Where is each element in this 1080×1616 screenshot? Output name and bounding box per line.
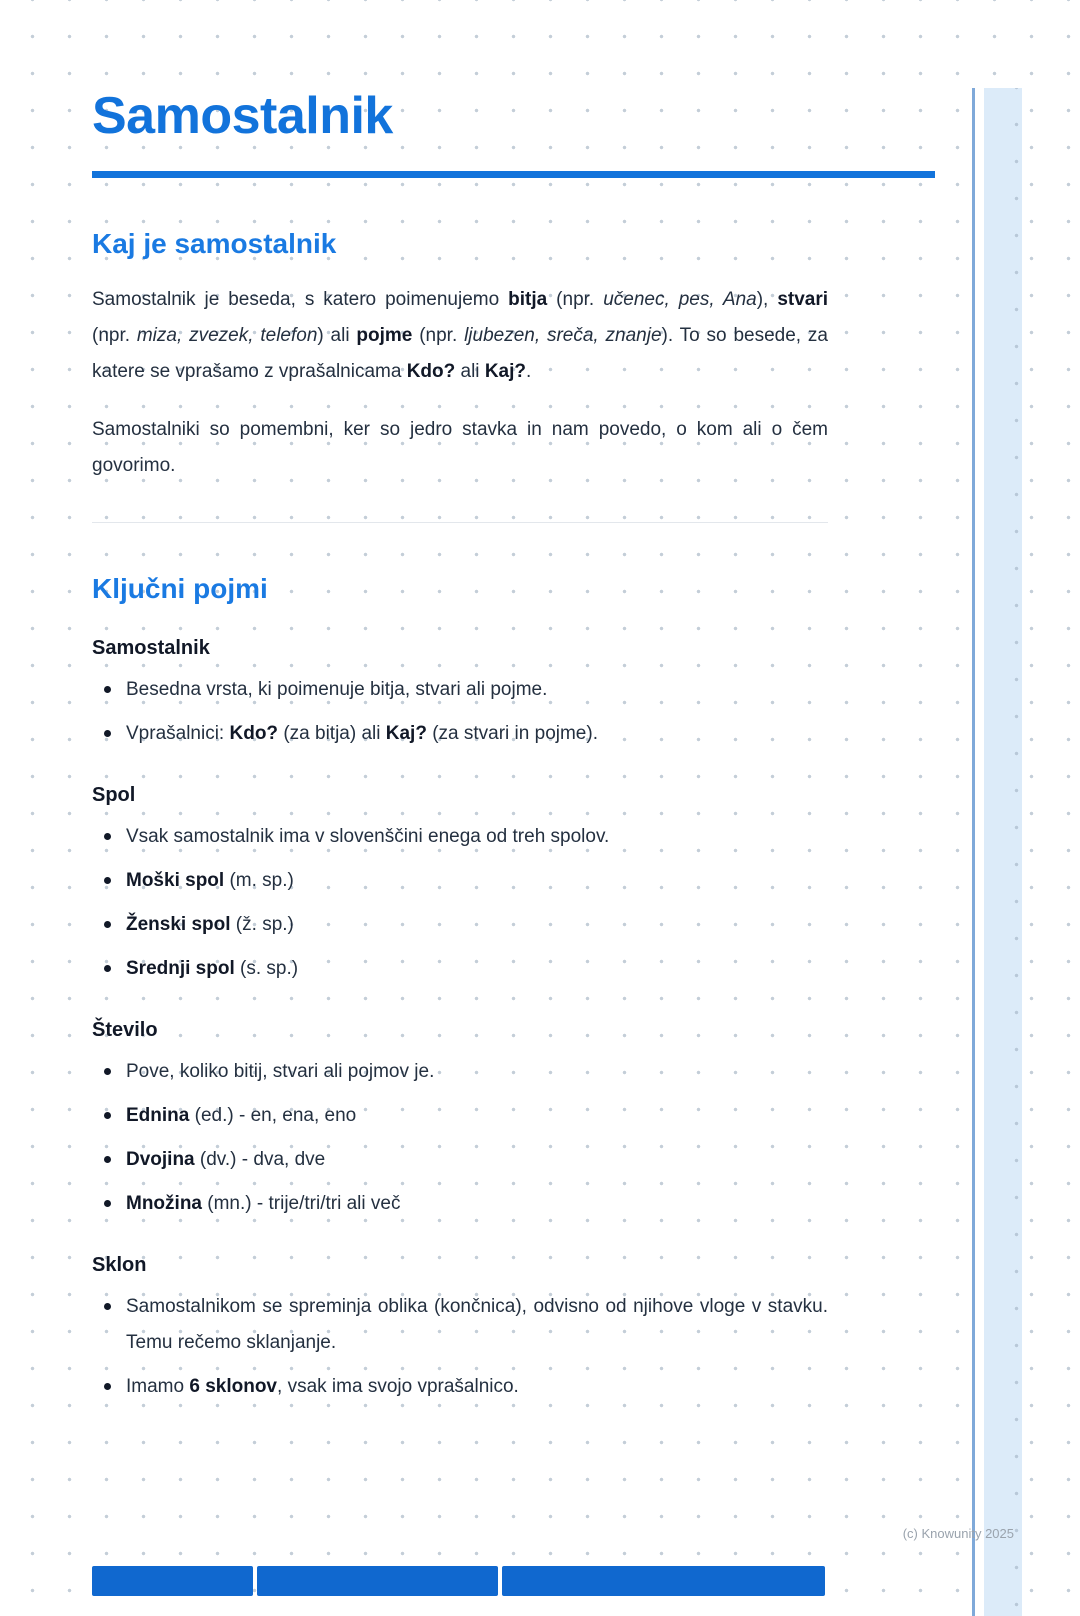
right-accent-stripe	[984, 88, 1022, 1616]
bottom-bar	[92, 1566, 825, 1596]
list-item: Moški spol (m. sp.)	[92, 863, 828, 899]
group-title-spol: Spol	[92, 784, 136, 807]
list-item: Besedna vrsta, ki poimenuje bitja, stvari ali pojme.	[92, 672, 828, 708]
bottom-bar-segment	[502, 1566, 825, 1596]
list-item: Srednji spol (s. sp.)	[92, 951, 828, 987]
list-item: Dvojina (dv.) - dva, dve	[92, 1142, 828, 1178]
bullet-list-spol	[92, 819, 828, 987]
list-item: Vsak samostalnik ima v slovenščini enega od treh spolov.	[92, 819, 828, 855]
list-item: Ženski spol (ž. sp.)	[92, 907, 828, 943]
list-item: Vprašalnici: Kdo? (za bitja) ali Kaj? (za stvari in pojme).	[92, 716, 828, 752]
intro-paragraph-2: Samostalniki so pomembni, ker so jedro stavka in nam povedo, o kom ali o čem govorimo.	[92, 419, 828, 477]
section-heading-intro: Kaj je samostalnik	[92, 228, 337, 260]
group-title-samostalnik: Samostalnik	[92, 637, 210, 660]
group-title-stevilo: Število	[92, 1019, 158, 1042]
bottom-bar-segment	[92, 1566, 253, 1596]
list-item: Množina (mn.) - trije/tri/tri ali več	[92, 1186, 828, 1222]
right-accent-line	[972, 88, 975, 1616]
bullet-list-sklon	[92, 1289, 828, 1405]
section-heading-concepts: Ključni pojmi	[92, 573, 268, 605]
document-content	[92, 88, 828, 1405]
section-divider	[92, 522, 828, 523]
bullet-list-samostalnik	[92, 672, 828, 752]
document-page	[0, 88, 1080, 1616]
list-item: Samostalnikom se spreminja oblika (končnica), odvisno od njihove vloge v stavku. Temu rečemo sklanjanje.	[92, 1289, 828, 1361]
intro-paragraph-1: Samostalnik je beseda, s katero poimenujemo bitja (npr. učenec, pes, Ana), stvari (npr. miza, zvezek, telefon) ali pojme (npr. ljubezen, sreča, znanje). To so besede, za katere se vprašamo z vprašalnicama Kdo? ali Kaj?.	[92, 289, 829, 383]
group-title-sklon: Sklon	[92, 1254, 147, 1277]
page-title: Samostalnik	[92, 87, 393, 145]
list-item: Ednina (ed.) - en, ena, eno	[92, 1098, 828, 1134]
bottom-bar-segment	[257, 1566, 498, 1596]
title-underline	[92, 171, 935, 178]
list-item: Pove, koliko bitij, stvari ali pojmov je.	[92, 1054, 828, 1090]
list-item: Imamo 6 sklonov, vsak ima svojo vprašalnico.	[92, 1369, 828, 1405]
footer-credit: (c) Knowunity 2025	[902, 1526, 1014, 1541]
bullet-list-stevilo	[92, 1054, 828, 1222]
